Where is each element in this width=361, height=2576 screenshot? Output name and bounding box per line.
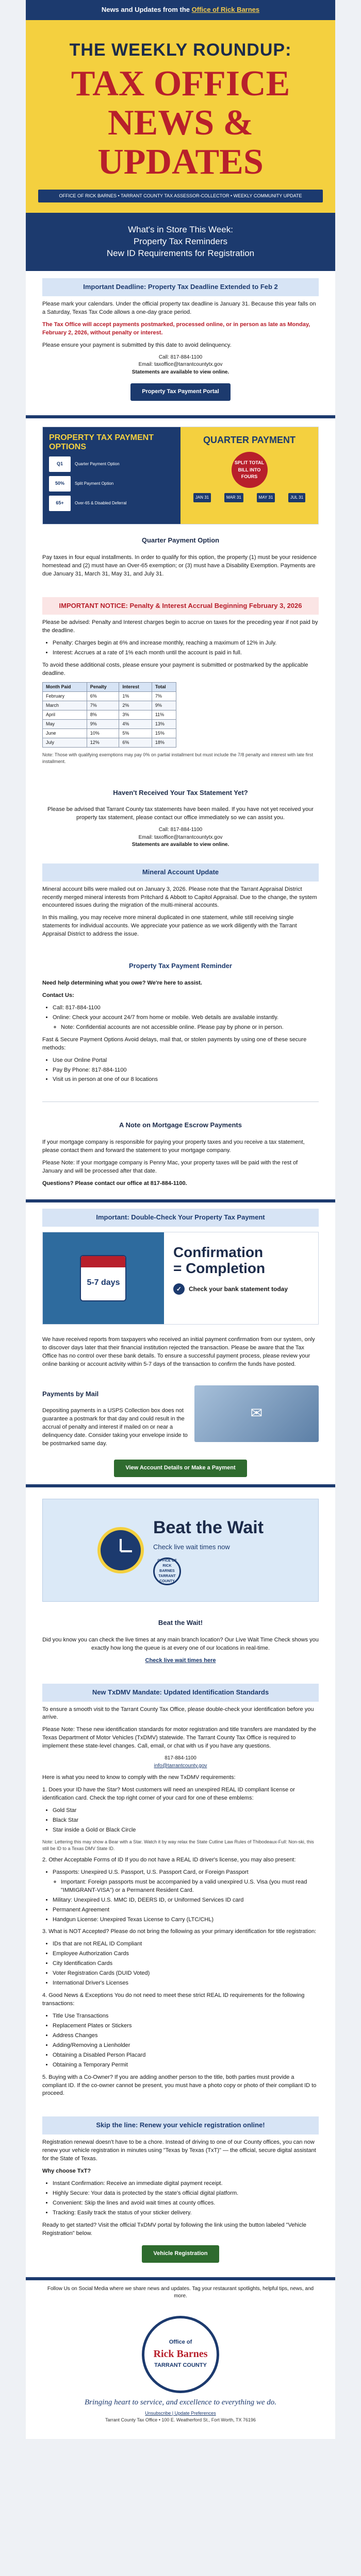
mail-row — [42, 1385, 319, 1453]
table-row — [43, 729, 176, 738]
table-cell: 11% — [152, 710, 176, 720]
table-cell: 6% — [119, 738, 152, 748]
table-cell: June — [43, 729, 87, 738]
not-accepted-item: • IDs that are not REAL ID Compliant — [53, 1940, 319, 1948]
table-cell: February — [43, 692, 87, 701]
wait-times-link[interactable]: Check live wait times here — [145, 1657, 216, 1664]
payment-portal-button[interactable]: Property Tax Payment Portal — [130, 383, 231, 401]
notice-list — [53, 639, 319, 657]
table-cell: 9% — [87, 720, 119, 729]
quarter-banner — [42, 427, 319, 524]
accepted-handgun: • Handgun License: Unexpired Texas License to Carry (LTC/CHL) — [53, 1916, 319, 1924]
quarter-panel — [180, 427, 318, 524]
office-link[interactable]: Office of Rick Barnes — [191, 6, 260, 13]
mineral-p2: In this mailing, you may receive more mineral duplicated in one statement, while still receiving single statements for individual accounts. We appreciate your patience as we work diligently with the Tarrant Appraisal District to address the issue. — [42, 914, 297, 938]
accepted-passport: • Passports: Unexpired U.S. Passport, U.S. Passport Card, or Foreign Passport — [53, 1869, 319, 1877]
table-row — [43, 738, 176, 748]
quarter-p1: Pay taxes in four equal installments. In order to qualify for this option, the property (1) must be your residence homestead and (2) must have an Over-65 exemption; or (3) must have a Disability Exemption. Payments are due January 31, March 31, May 31, and July 31. — [42, 554, 317, 577]
star-list — [53, 1807, 319, 1835]
mineral-p1: Mineral account bills were mailed out on January 3, 2026. Please note that the Tarrant Appraisal District recently merged mineral interests from Pritchard & Abbott to Capitol Appraisal. Due to the change, the system encountered issues during the migration of the multi-mineral accounts. — [42, 886, 317, 909]
table-cell: 12% — [87, 738, 119, 748]
benefit-item: • Instant Confirmation: Receive an immediate digital payment receipt. — [53, 2180, 319, 2188]
notice-p2: To avoid these additional costs, please ensure your payment is submitted or postmarked by the applicable deadline. — [42, 662, 308, 677]
table-cell: 7% — [87, 701, 119, 710]
seal-line-c: TARRANT COUNTY — [154, 2362, 207, 2369]
id-p1: To ensure a smooth visit to the Tarrant County Tax Office, please double-check your identification before you arrive. — [42, 1706, 314, 1721]
escrow-title: A Note on Mortgage Escrow Payments — [119, 1121, 242, 1129]
table-cell: 2% — [119, 701, 152, 710]
quarter-section — [26, 418, 335, 590]
clock-icon — [97, 1527, 144, 1573]
id-q4: 4. Good News & Exceptions You do not need to meet these strict REAL ID requirements for the following transactions: — [42, 1992, 305, 2007]
accepted-passport-note: ◦ Important: Foreign passports must be accompanied by a valid unexpired U.S. Visa (you must read "IMMIGRANT-VISA") or a Permanent Resident Card. — [61, 1878, 319, 1895]
hero-line4: UPDATES — [97, 142, 264, 182]
option3-label: Over-65 & Disabled Deferral — [75, 500, 127, 505]
id-q3: 3. What is NOT Accepted? Please do not bring the following as your primary identification for title registration: — [42, 1928, 317, 1935]
accepted-military: • Military: Unexpired U.S. MMC ID, DEERS ID, or Uniformed Services ID card — [53, 1896, 319, 1905]
quarter-date: MAY 31 — [257, 493, 275, 502]
exception-item: • Replacement Plates or Stickers — [53, 2022, 319, 2030]
county-seal-icon: OFFICE OF RICK BARNES TARRANT COUNTY — [153, 1557, 181, 1585]
contact-note: ◦ Note: Confidential accounts are not accessible online. Please pay by phone or in person. — [61, 1024, 319, 1032]
option2-box: 50% — [49, 476, 71, 492]
renew-p2: Ready to get started? Visit the official TxDMV portal by following the link using the button labeled "Vehicle Registration" below. — [42, 2222, 307, 2236]
statement-email[interactable]: Email: taxoffice@tarrantcountytx.gov — [138, 834, 223, 840]
deadline-statement[interactable]: Statements are available to view online. — [132, 369, 229, 375]
deadline-contact — [42, 354, 319, 377]
table-row — [43, 692, 176, 701]
deadline-p1: Please mark your calendars. Under the official property tax deadline is January 31. Because this year falls on a Saturday, Texas Tax Code allows a one-day grace period. — [42, 300, 316, 315]
escrow-section — [26, 1109, 335, 1199]
table-row — [43, 720, 176, 729]
hero-line1: THE WEEKLY ROUNDUP: — [69, 40, 292, 60]
hero-strip: OFFICE OF RICK BARNES • TARRANT COUNTY TAX ASSESSOR-COLLECTOR • WEEKLY COMMUNITY UPDATE — [38, 190, 323, 202]
split-circle: SPLIT TOTAL BILL INTO FOURS — [232, 452, 268, 488]
wait-p1: Did you know you can check the live times at any main branch location? Our Live Wait Time Check shows you exactly how long the queue is at every one of our locations in real-time. — [42, 1636, 319, 1651]
wait-banner — [42, 1499, 319, 1602]
id-section — [26, 1676, 335, 2110]
escrow-p1: If your mortgage company is responsible for paying your property taxes and you receive a tax statement, please contact them and forward the statement to your mortgage company. — [42, 1139, 305, 1154]
wait-text — [153, 1515, 264, 1585]
id-title: New TxDMV Mandate: Updated Identification Standards — [42, 1684, 319, 1702]
tagline: Bringing heart to service, and excellence to everything we do. — [85, 2398, 276, 2406]
mineral-title: Mineral Account Update — [42, 863, 319, 882]
wait-big: Beat the Wait — [153, 1517, 264, 1537]
escrow-p2: Please Note: If your mortgage company is Penny Mac, your property taxes will be paid with the rest of January and will be processed after that date. — [42, 1160, 298, 1175]
notice-note: Note: Those with qualifying exemptions may pay 0% on partial installment but must include the 7/8 penalty and interest with late first installment. — [42, 752, 314, 765]
table-cell: 3% — [119, 710, 152, 720]
exceptions-list — [53, 2012, 319, 2070]
table-cell: 1% — [119, 692, 152, 701]
id-q1: 1. Does your ID have the Star? Most customers will need an unexpired REAL ID compliant license or identification card. Check the top right corner of your card for one of these emblems: — [42, 1787, 295, 1802]
confirm-banner — [42, 1232, 319, 1325]
notice-penalty: • Penalty: Charges begin at 6% and increase monthly, reaching a maximum of 12% in July. — [53, 639, 319, 648]
intro-line2: New ID Requirements for Registration — [106, 248, 255, 259]
not-accepted-item: • Voter Registration Cards (DUID Voted) — [53, 1970, 319, 1978]
table-cell: 18% — [152, 738, 176, 748]
option2-label: Split Payment Option — [75, 481, 114, 486]
deadline-section — [26, 271, 335, 415]
exception-item: • Title Use Transactions — [53, 2012, 319, 2021]
reminder-section — [26, 950, 335, 1094]
payment-options — [53, 1057, 319, 1084]
intro-block — [26, 213, 335, 271]
table-cell: 7% — [152, 692, 176, 701]
mail-title: Payments by Mail — [42, 1389, 99, 1398]
table-cell: April — [43, 710, 87, 720]
table-header: Interest — [119, 683, 152, 692]
escrow-p3: Questions? Please contact our office at 817-884-1100. — [42, 1180, 187, 1187]
option1-box: Q1 — [49, 456, 71, 472]
table-cell: 10% — [87, 729, 119, 738]
mineral-section — [26, 856, 335, 950]
topbar-prefix: News and Updates from the — [101, 6, 190, 13]
statement-title: Haven't Received Your Tax Statement Yet? — [113, 788, 248, 796]
deadline-call: Call: 817-884-1100 — [158, 354, 203, 360]
notice-section — [26, 590, 335, 777]
notice-p1: Please be advised: Penalty and Interest charges begin to accrue on taxes for the preceding year if not paid by the deadline. — [42, 619, 318, 634]
id-q2: 2. Other Acceptable Forms of ID If you do not have a REAL ID driver's license, you may also present: — [42, 1856, 296, 1863]
mail-text — [42, 1385, 194, 1453]
table-row — [43, 701, 176, 710]
renew-title: Skip the line: Renew your vehicle registration online! — [42, 2116, 319, 2134]
unsubscribe-link[interactable]: Unsubscribe | Update Preferences — [145, 2411, 216, 2416]
id-q1-note: Note: Lettering this may show a Bear with a Star. Watch it by way relax the State Cutline Law Rules of Thibodeaux-Full: Non-ski, this still be ID to a Texas DMV State ID. — [42, 1839, 314, 1851]
statement-call: Call: 817-884-1100 — [158, 827, 203, 833]
table-row — [43, 710, 176, 720]
id-call: 817-884-1100 — [165, 1755, 196, 1761]
star-black: • Black Star — [53, 1817, 319, 1825]
calendar-panel — [43, 1232, 164, 1324]
table-cell: 6% — [87, 692, 119, 701]
confirm-big1: Confirmation — [173, 1244, 264, 1260]
options-panel — [43, 427, 180, 524]
view-account-button[interactable]: View Account Details or Make a Payment — [114, 1460, 247, 1477]
id-contact — [42, 1755, 319, 1770]
hero-line3: NEWS & — [108, 103, 253, 143]
option-in-person[interactable]: • Visit us in person at one of our 8 locations — [53, 1076, 319, 1084]
renew-p1: Registration renewal doesn't have to be a chore. Instead of driving to one of our County offices, you can now renew your vehicle registration in minutes using "Texas by Texas (TxT)" — the official, secure digital assistant for the State of Texas. — [42, 2139, 316, 2162]
reminder-title: Property Tax Payment Reminder — [129, 962, 232, 970]
table-cell: 13% — [152, 720, 176, 729]
star-circle: • Star inside a Gold or Black Circle — [53, 1826, 319, 1835]
deadline-title: Important Deadline: Property Tax Deadline Extended to Feb 2 — [42, 278, 319, 296]
quarter-date: MAR 31 — [224, 493, 243, 502]
table-cell: 8% — [87, 710, 119, 720]
accepted-list — [53, 1869, 319, 1924]
table-cell: 4% — [119, 720, 152, 729]
confirm-big2: = Completion — [173, 1260, 266, 1276]
not-accepted-item: • Employee Authorization Cards — [53, 1950, 319, 1958]
calendar-days: 5-7 days — [87, 1278, 120, 1287]
seal-line-a: Office of — [169, 2339, 192, 2346]
table-cell: 9% — [152, 701, 176, 710]
table-cell: July — [43, 738, 87, 748]
table-header: Penalty — [87, 683, 119, 692]
options-title: PROPERTY TAX PAYMENT OPTIONS — [49, 433, 154, 452]
option-online[interactable]: • Use our Online Portal — [53, 1057, 319, 1065]
exception-item: • Obtaining a Disabled Person Placard — [53, 2052, 319, 2060]
not-accepted-item: • International Driver's Licenses — [53, 1979, 319, 1988]
option-phone: • Pay By Phone: 817-884-1100 — [53, 1066, 319, 1075]
reminder-p2: Fast & Secure Payment Options Avoid delays, mail that, or stolen payments by using one of these secure methods: — [42, 1036, 307, 1051]
mail-p: Depositing payments in a USPS Collection box does not guarantee a postmark for that day and could result in the accrual of penalty and interest if mailed on or near a delinquency date. Consider taking your envelope inside to be postmarked same day. — [42, 1408, 188, 1447]
benefit-item: • Highly Secure: Your data is protected by the state's official digital platform. — [53, 2190, 319, 2198]
contact-list — [53, 1004, 319, 1032]
quarter-panel-title: QUARTER PAYMENT — [203, 434, 296, 445]
confirm-title: Important: Double-Check Your Property Tax Payment — [42, 1209, 319, 1227]
wait-section — [26, 1487, 335, 1676]
star-gold: • Gold Star — [53, 1807, 319, 1815]
newsletter — [26, 0, 335, 2439]
quarter-date: JAN 31 — [193, 493, 211, 502]
renew-why: Why choose TxT? — [42, 2168, 91, 2175]
check-text: Check your bank statement today — [188, 1285, 288, 1293]
vehicle-registration-button[interactable]: Vehicle Registration — [142, 2245, 219, 2263]
contact-call: • Call: 817-884-1100 — [53, 1004, 319, 1012]
table-cell: March — [43, 701, 87, 710]
table-header: Month Paid — [43, 683, 87, 692]
calendar-icon — [80, 1255, 126, 1301]
table-cell: 5% — [119, 729, 152, 738]
statement-contact — [42, 826, 319, 849]
confirm-section — [26, 1202, 335, 1477]
deadline-p2: The Tax Office will accept payments postmarked, processed online, or in person as late as Monday, February 2, 2026, without penalty or interest. — [42, 321, 310, 336]
top-bar — [26, 0, 335, 20]
footer-address: Tarrant County Tax Office • 100 E. Weatherford St., Fort Worth, TX 76196 — [105, 2417, 256, 2423]
check-row — [173, 1283, 309, 1295]
id-p2: Please Note: These new identification standards for motor registration and title transfers are mandated by the Texas Department of Motor Vehicles (TxDMV) statewide. The Tarrant County Tax Office is required to implement these state-level changes. Call, email, or chat with us if you have any questions. — [42, 1726, 317, 1750]
penalty-table — [42, 682, 176, 748]
penalty-table-body — [43, 692, 176, 748]
divider — [42, 1101, 319, 1102]
deadline-email[interactable]: Email: taxoffice@tarrantcountytx.gov — [138, 362, 223, 368]
table-header: Total — [152, 683, 176, 692]
renew-benefits — [53, 2180, 319, 2217]
mailbox-image: ✉ — [194, 1385, 319, 1442]
notice-title: IMPORTANT NOTICE: Penalty & Interest Accrual Beginning February 3, 2026 — [42, 597, 319, 615]
exception-item: • Adding/Removing a Lienholder — [53, 2042, 319, 2050]
seal-line-b: Rick Barnes — [153, 2348, 208, 2360]
table-cell: 15% — [152, 729, 176, 738]
intro-title: What's in Store This Week: — [128, 225, 233, 235]
footer — [26, 2410, 335, 2431]
not-accepted-list — [53, 1940, 319, 1988]
benefit-item: • Tracking: Easily track the status of your sticker delivery. — [53, 2209, 319, 2217]
exception-item: • Address Changes — [53, 2032, 319, 2040]
quarter-title: Quarter Payment Option — [141, 536, 220, 544]
quarter-date: JUL 31 — [288, 493, 305, 502]
contact-label: Contact Us: — [42, 992, 74, 998]
benefit-item: • Convenient: Skip the lines and avoid wait times at county offices. — [53, 2199, 319, 2208]
social-text: Follow Us on Social Media where we share news and updates. Tag your restaurant spotlights, helpful tips, news, and more. — [47, 2285, 314, 2299]
id-email[interactable]: info@tarrantcounty.gov — [154, 1762, 207, 1769]
contact-online[interactable]: • Online: Check your account 24/7 from home or mobile. Web details are available instantly. — [53, 1014, 319, 1022]
checkmark-icon: ✓ — [173, 1283, 185, 1295]
hero-banner — [26, 20, 335, 213]
accepted-agreement: • Permanent Agreement — [53, 1906, 319, 1914]
statement-section — [26, 777, 335, 856]
table-cell: May — [43, 720, 87, 729]
confirm-text-panel — [164, 1232, 318, 1324]
option1-label: Quarter Payment Option — [75, 461, 120, 466]
not-accepted-item: • City Identification Cards — [53, 1960, 319, 1968]
id-q5: 5. Buying with a Co-Owner? If you are adding another person to the title, both parties must provide a compliant ID. If the co-owner cannot be present, you must have a photo copy or photo of their compliant ID to proceed. — [42, 2074, 317, 2097]
reminder-p1: Need help determining what you owe? We're here to assist. — [42, 980, 202, 987]
renew-section — [26, 2109, 335, 2277]
option3-box: 65+ — [49, 496, 71, 511]
exception-item: • Obtaining a Temporary Permit — [53, 2061, 319, 2070]
wait-sub: Check live wait times now — [153, 1543, 230, 1551]
statement-online[interactable]: Statements are available to view online. — [132, 842, 229, 848]
hero-line2: TAX OFFICE — [71, 64, 290, 104]
statement-p1: Please be advised that Tarrant County tax statements have been mailed. If you have not yet received your property tax statement, please contact our office immediately so we can assist you. — [47, 806, 314, 821]
office-seal-logo — [142, 2316, 219, 2393]
quarter-dates — [187, 493, 312, 502]
deadline-p3: Please ensure your payment is submitted by this date to avoid delinquency. — [42, 342, 232, 348]
intro-line1: Property Tax Reminders — [133, 236, 228, 247]
id-p3: Here is what you need to know to comply with the new TxDMV requirements: — [42, 1774, 236, 1781]
wait-title: Beat the Wait! — [158, 1619, 203, 1627]
confirm-p1: We have received reports from taxpayers who received an initial payment confirmation from our system, only to discover days later that their financial institution rejected the transaction. Please be aware that the Tax Office has no control over these bank details. To ensure a successful payment process, please review your online banking or account activity within 5-7 days of the transaction to confirm the funds have posted. — [42, 1336, 315, 1367]
notice-interest: • Interest: Accrues at a rate of 1% each month until the account is paid in full. — [53, 649, 319, 657]
